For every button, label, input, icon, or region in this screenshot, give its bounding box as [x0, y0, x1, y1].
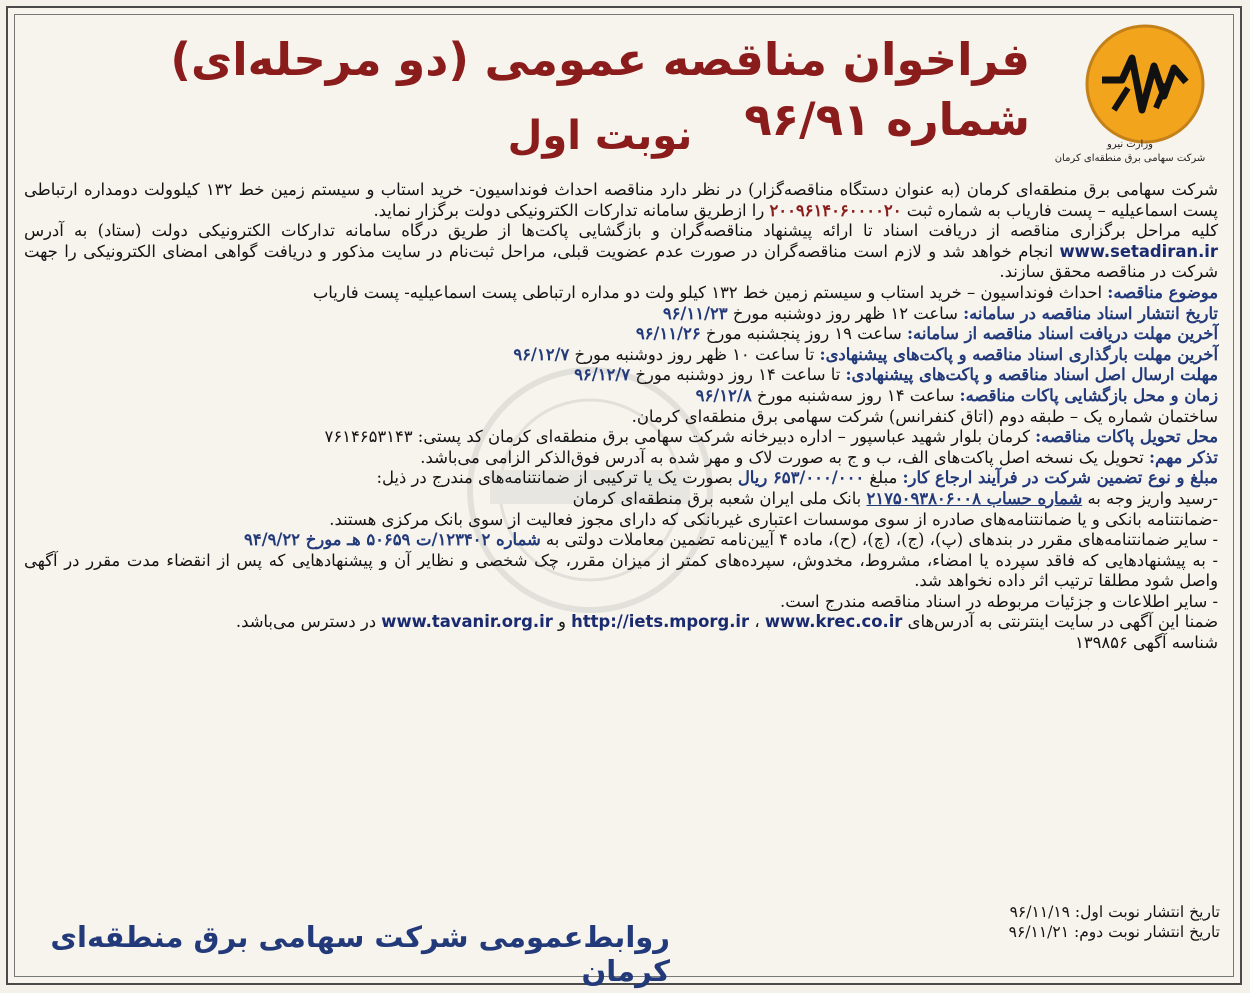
iets-link[interactable]: http://iets.mporg.ir — [571, 612, 750, 632]
guarantee-line: مبلغ و نوع تضمین شرکت در فرآیند ارجاع کار: مبلغ ۶۵۳/۰۰۰/۰۰۰ ریال بصورت یک یا ترکیبی از ضمانتنامه‌های مندرج در ذیل: — [376, 468, 1218, 488]
tavanir-link[interactable]: www.tavanir.org.ir — [381, 612, 553, 632]
upload-line: آخرین مهلت بارگذاری اسناد مناقصه و پاکت‌های پیشنهادی: تا ساعت ۱۰ ظهر روز دوشنبه مورخ ۹۶/۱۲/۷ — [513, 344, 1218, 364]
notice-body — [24, 180, 1218, 654]
krec-link[interactable]: www.krec.co.ir — [764, 612, 903, 632]
subject-line: موضوع مناقصه: احداث فونداسیون – خرید استاب و سیستم زمین خط ۱۳۲ کیلو ولت دو مداره ارتباطی پست اسماعیلیه- پست فاریاب — [312, 282, 1218, 302]
open-line: زمان و محل بازگشایی پاکات مناقصه: ساعت ۱۴ روز سه‌شنبه مورخ ۹۶/۱۲/۸ — [695, 385, 1218, 405]
ministry-name: وزارت نیرو — [1106, 139, 1153, 150]
ministry-caption — [1030, 138, 1230, 166]
public-relations-signature: روابط‌عمومی شرکت سهامی برق منطقه‌ای کرمان — [50, 920, 670, 988]
guarantee-item-1: -رسید واریز وجه به شماره حساب ۲۱۷۵۰۹۳۸۰۶۰۰۸ بانک ملی ایران شعبه برق منطقه‌ای کرمان — [572, 488, 1218, 508]
intro-paragraph-1: شرکت سهامی برق منطقه‌ای کرمان (به عنوان دستگاه مناقصه‌گزار) در نظر دارد مناقصه احداث فونداسیون- خرید استاب و سیستم زمین خط ۱۳۲ کیلوولت دومداره ارتباطی پست اسماعیلیه – پست فاریاب به شماره ثبت ۲۰۰۹۶۱۴۰۶۰۰۰۰۲۰ را ازطریق سامانه تدارکات الکترونیکی دولت برگزار نماید. — [24, 180, 1218, 220]
first-publication-date: تاریخ انتشار نوبت اول: ۹۶/۱۱/۱۹ — [1009, 903, 1220, 921]
intro-paragraph-2: کلیه مراحل برگزاری مناقصه از دریافت اسناد تا ارائه پیشنهاد مناقصه‌گران و بازگشایی پاکت‌ها از طریق درگاه سامانه تدارکات الکترونیکی دولت (ستاد) به آدرس www.setadiran.ir انجام خواهد شد و لازم است مناقصه‌گران در صورت عدم عضویت قبلی، مراحل ثبت‌نام در سایت مذکور و دریافت گواهی امضای الکترونیکی را جهت شرکت در مناقصه محقق سازند. — [24, 221, 1218, 282]
second-publication-date: تاریخ انتشار نوبت دوم: ۹۶/۱۱/۲۱ — [1008, 923, 1220, 941]
websites-line: ضمنا این آگهی در سایت اینترنتی به آدرس‌های http://iets.mporg.ir ، www.krec.co.ir و www.tavanir.org.ir در دسترس می‌باشد. — [235, 612, 1218, 632]
guarantee-item-5: - سایر اطلاعات و جزئیات مربوطه در اسناد مناقصه مندرج است. — [780, 591, 1218, 611]
publish-line: تاریخ انتشار اسناد مناقصه در سامانه: ساعت ۱۲ ظهر روز دوشنبه مورخ ۹۶/۱۱/۲۳ — [662, 303, 1218, 323]
guarantee-item-3: - سایر ضمانتنامه‌های مقرر در بندهای (پ)، (ج)، (چ)، (ح)، ماده ۴ آیین‌نامه تضمین معاملات دولتی به شماره ۱۲۳۴۰۲/ت ۵۰۶۵۹ هـ مورخ ۹۴/۹/۲۲ — [244, 530, 1218, 550]
send-line: مهلت ارسال اصل اسناد مناقصه و پاکت‌های پیشنهادی: تا ساعت ۱۴ روز دوشنبه مورخ ۹۶/۱۲/۷ — [574, 365, 1218, 385]
page-title: فراخوان مناقصه عمومی (دو مرحله‌ای) شماره ۹۶/۹۱ — [170, 33, 1030, 146]
ad-id-line: شناسه آگهی ۱۳۹۸۵۶ — [1074, 633, 1218, 653]
guarantee-item-4: - به پیشنهادهایی که فاقد سپرده یا امضاء، مشروط، مخدوش، سپرده‌های کمتر از میزان مقرر، چک شخصی و نظایر آن و پیشنهادهایی که پس از انقضاء مدت مقرر در آگهی واصل شود مطلقا ترتیب اثر داده نخواهد شد. — [24, 550, 1218, 591]
account-number: شماره حساب ۲۱۷۵۰۹۳۸۰۶۰۰۸ — [866, 488, 1083, 508]
guarantee-item-2: -ضمانتنامه بانکی و یا ضمانتنامه‌های صادره از سوی موسسات اعتباری غیربانکی که دارای مجوز فعالیت از سوی بانک مرکزی هستند. — [329, 509, 1218, 529]
receive-line: آخرین مهلت دریافت اسناد مناقصه از سامانه: ساعت ۱۹ روز پنجشنبه مورخ ۹۶/۱۱/۲۶ — [635, 324, 1218, 344]
deliver-line: محل تحویل پاکات مناقصه: کرمان بلوار شهید عباسپور – اداره دبیرخانه شرکت سهامی برق منطقه‌ای کرمان کد پستی: ۷۶۱۴۶۵۳۱۴۳ — [324, 427, 1218, 447]
company-name: شرکت سهامی برق منطقه‌ای کرمان — [1054, 153, 1206, 164]
note-line: تذکر مهم: تحویل یک نسخه اصل پاکت‌های الف، ب و ج به صورت لاک و مهر شده به آدرس فوق‌الذکر الزامی می‌باشد. — [420, 447, 1218, 467]
round-label: نوبت اول — [507, 113, 693, 159]
open-place-line: ساختمان شماره یک – طبقه دوم (اتاق کنفرانس) شرکت سهامی برق منطقه‌ای کرمان. — [631, 406, 1218, 426]
registration-number: ۲۰۰۹۶۱۴۰۶۰۰۰۰۲۰ — [769, 200, 902, 220]
publication-dates — [960, 902, 1220, 942]
setad-link[interactable]: www.setadiran.ir — [1059, 241, 1218, 261]
